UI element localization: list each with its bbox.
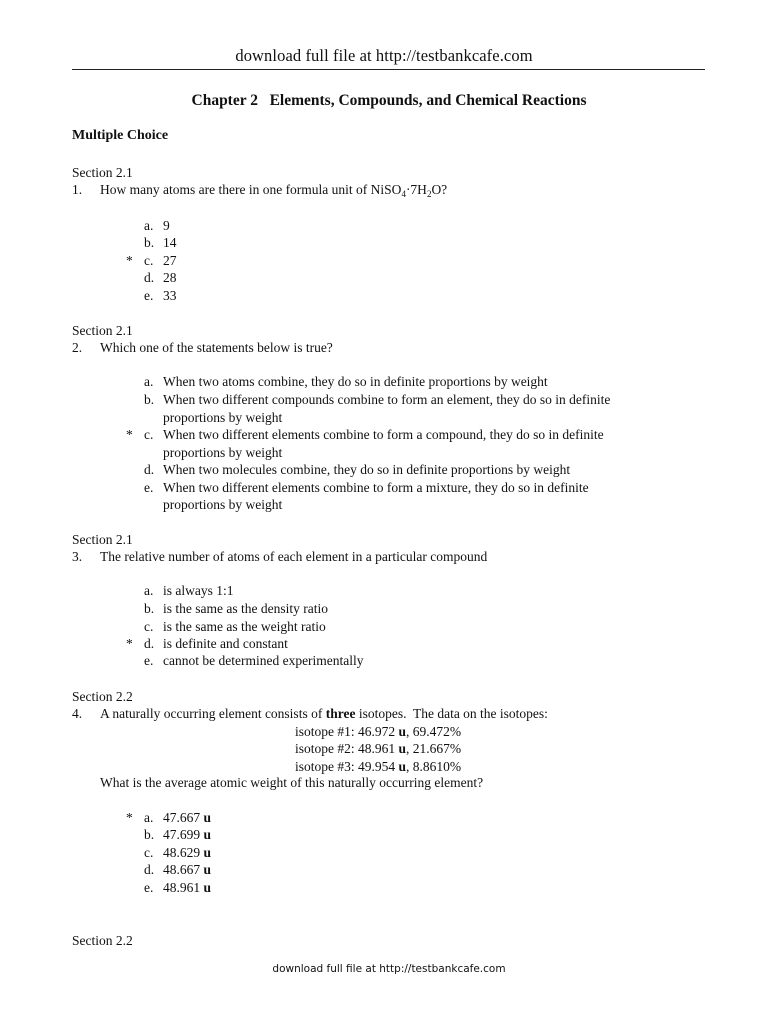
- q2-option-e-line2: proportions by weight: [163, 497, 283, 512]
- q1-option-c: 27: [163, 253, 177, 268]
- q4-isotope-2: isotope #2: 48.961 u, 21.667%: [295, 741, 462, 756]
- q4-option-d: 48.667 u: [163, 862, 212, 877]
- q3-question-text: The relative number of atoms of each element in a particular compound: [100, 549, 488, 564]
- q1-option-a: 9: [163, 218, 170, 233]
- q2-option-d-letter: d.: [144, 462, 155, 477]
- q2-option-c-line2: proportions by weight: [163, 445, 283, 460]
- q4-option-c: 48.629 u: [163, 845, 212, 860]
- q3-option-a-letter: a.: [144, 583, 154, 598]
- q3-option-c: is the same as the weight ratio: [163, 619, 326, 634]
- q4-question-text: A naturally occurring element consists of three isotopes. The data on the isotopes:: [100, 706, 548, 721]
- next-section-label: Section 2.2: [72, 933, 133, 948]
- q2-option-a: When two atoms combine, they do so in definite proportions by weight: [163, 374, 548, 389]
- q1-question-text: How many atoms are there in one formula unit of $NiSO_4\cdot 7H_2O$?: [100, 182, 448, 199]
- q1-answer-marker: *: [126, 253, 133, 268]
- q3-number: 3.: [72, 549, 83, 564]
- footer-download-link[interactable]: download full file at http://testbankcafe.com: [272, 963, 506, 975]
- q2-option-b-line2: proportions by weight: [163, 410, 283, 425]
- q2-section-label: Section 2.1: [72, 323, 133, 338]
- q4-option-b-letter: b.: [144, 827, 155, 842]
- q3-answer-marker: *: [126, 636, 133, 651]
- q3-option-e: cannot be determined experimentally: [163, 653, 364, 668]
- q3-option-b: is the same as the density ratio: [163, 601, 328, 616]
- multiple-choice-heading: Multiple Choice: [72, 128, 169, 143]
- q2-option-e-letter: e.: [144, 480, 154, 495]
- q1-option-b: 14: [163, 235, 177, 250]
- q1-option-e-letter: e.: [144, 288, 154, 303]
- q3-section-label: Section 2.1: [72, 532, 133, 547]
- q2-option-a-letter: a.: [144, 374, 154, 389]
- q4-option-e-letter: e.: [144, 880, 154, 895]
- q4-option-a-letter: a.: [144, 810, 154, 825]
- q4-isotope-1: isotope #1: 46.972 u, 69.472%: [295, 724, 462, 739]
- header-rule: [72, 69, 705, 70]
- q2-answer-marker: *: [126, 427, 133, 442]
- q3-option-b-letter: b.: [144, 601, 155, 616]
- q4-option-b: 47.699 u: [163, 827, 212, 842]
- chapter-title: Chapter 2 Elements, Compounds, and Chemical Reactions: [191, 92, 587, 109]
- q3-option-a: is always 1:1: [163, 583, 234, 598]
- q4-option-c-letter: c.: [144, 845, 154, 860]
- q4-answer-marker: *: [126, 810, 133, 825]
- q4-option-d-letter: d.: [144, 862, 155, 877]
- q2-option-c-letter: c.: [144, 427, 154, 442]
- q4-number: 4.: [72, 706, 83, 721]
- q4-option-a: 47.667 u: [163, 810, 212, 825]
- q1-option-a-letter: a.: [144, 218, 154, 233]
- q4-option-e: 48.961 u: [163, 880, 212, 895]
- q2-option-b-letter: b.: [144, 392, 155, 407]
- q1-option-d: 28: [163, 270, 177, 285]
- q3-option-e-letter: e.: [144, 653, 154, 668]
- q1-section-label: Section 2.1: [72, 165, 133, 180]
- q3-option-c-letter: c.: [144, 619, 154, 634]
- q2-number: 2.: [72, 340, 83, 355]
- q1-option-e: 33: [163, 288, 177, 303]
- q4-section-label: Section 2.2: [72, 689, 133, 704]
- q2-option-c-line1: When two different elements combine to form a compound, they do so in definite: [163, 427, 604, 442]
- q4-isotope-3: isotope #3: 49.954 u, 8.8610%: [295, 759, 462, 774]
- q1-number: 1.: [72, 182, 83, 197]
- q3-option-d-letter: d.: [144, 636, 155, 651]
- q2-option-d: When two molecules combine, they do so in definite proportions by weight: [163, 462, 571, 477]
- q1-option-c-letter: c.: [144, 253, 154, 268]
- q2-question-text: Which one of the statements below is true?: [100, 340, 333, 355]
- q3-option-d: is definite and constant: [163, 636, 288, 651]
- q1-option-b-letter: b.: [144, 235, 155, 250]
- q1-option-d-letter: d.: [144, 270, 155, 285]
- q2-option-e-line1: When two different elements combine to form a mixture, they do so in definite: [163, 480, 589, 495]
- q2-option-b-line1: When two different compounds combine to form an element, they do so in definite: [163, 392, 611, 407]
- q4-followup-text: What is the average atomic weight of this naturally occurring element?: [100, 775, 484, 790]
- header-download-link[interactable]: download full file at http://testbankcafe.com: [235, 46, 533, 65]
